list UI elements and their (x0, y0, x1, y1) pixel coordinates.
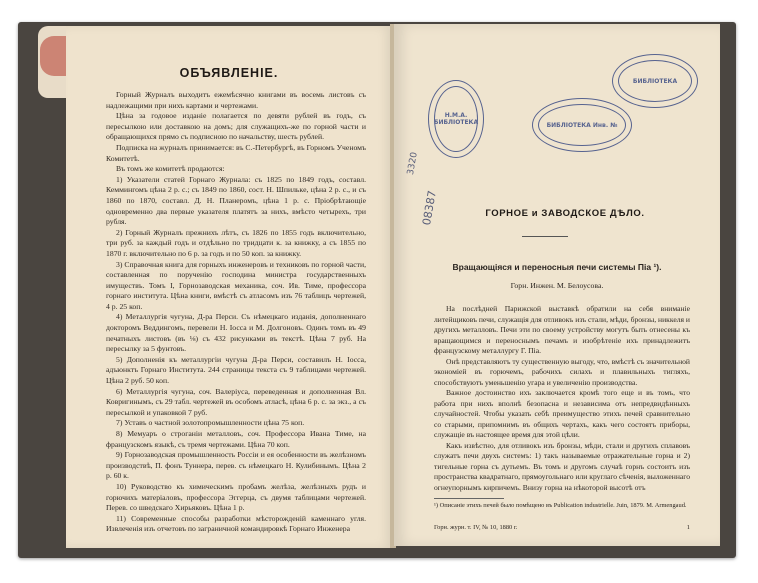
article-paragraph: Онѣ представляютъ ту существенную выгоду, что, вмѣстѣ съ значительной экономіей въ горючемъ, рабочихъ силахъ и плавильныхъ тигляхъ, способствуютъ уменьшенію угара и увеличенію производства. (434, 356, 690, 387)
announcement-body (106, 90, 366, 535)
list-item: 1) Указатели статей Горнаго Журнала: съ 1825 по 1849 годъ, составл. Кеммингомъ цѣна 2 р. с.; съ 1849 по 1860, сост. Н. Шпилькe, цѣна 2 р. с., и съ 1860 по 1870, составл. Д. Н. Планеромъ, цѣна 1 р. с. Пріобрѣтающіе одновременно два первые указателя платятъ за нихъ, вмѣсто четырехъ, три рубля. (106, 174, 366, 227)
section-title: ГОРНОЕ и ЗАВОДСКОЕ ДѢЛО. (485, 208, 645, 219)
intro-paragraph: Горный Журналъ выходитъ ежемѣсячно книгами въ восемь листовъ съ надлежащими при нихъ картами и чертежами. (106, 90, 366, 110)
list-item: 6) Металлургія чугуна, соч. Валеріуса, переведенная и дополненная Вл. Ковригинымъ, съ 29 табл. чертежей въ особомъ атласѣ, цѣна 6 р. с. за экз., а съ пересылкой и упаковкой 7 руб. (106, 386, 366, 417)
list-item: 7) Уставъ о частной золотопромышленности цѣна 75 коп. (116, 418, 305, 428)
list-item: 10) Руководство къ химическимъ пробамъ желѣза, желѣзныхъ рудъ и горючихъ матеріаловъ, профессора Эггерца, съ двумя таблицами чертежей. Перев. со шведскаго Хирьяковъ. Цѣна 1 р. (106, 481, 366, 513)
list-item: 8) Мемуаръ о строганіи металловъ, соч. Профессора Ивана Тиме, на французскомъ языкѣ, съ тремя чертежами. Цѣна 70 коп. (106, 429, 366, 449)
handwritten-number: 08387 (420, 189, 439, 227)
sale-heading: Въ томъ же комитетѣ продаются: (116, 164, 225, 174)
page-number: 1 (686, 524, 690, 531)
footnote-divider (434, 498, 504, 499)
article-title: Вращающіяся и переносныя печи системы Піа ¹). (452, 262, 662, 272)
article-paragraph: Какъ извѣстно, для отливокъ изъ бронзы, мѣди, стали и другихъ сплавовъ служатъ печи двухъ системъ: 1) такъ называемые отражательные горна и 2) тигельные горна съ дутьемъ. Въ томъ и другомъ случаѣ горнъ состоитъ изъ пространства квадратнаго, прямоугольнаго или круглаго сѣченія, выложеннаго огнеупорнымъ кирпичемъ. Внизу горна на нѣкоторой высотѣ отъ (434, 440, 690, 492)
library-oval-stamp-icon (612, 54, 698, 108)
stamp-text: БИБЛІОТЕКА (632, 77, 678, 85)
article-paragraph: Важное достоинство ихъ заключается кромѣ того еще и въ томъ, что работа при нихъ вполнѣ безопасна и независима отъ непредвидѣнныхъ случайностей. Чтобы указать себѣ преимущество этихъ печей сравнительно со старыми, припомнимъ въ общихъ чертахъ, какъ чего состоятъ приборы, служащіе въ настоящее время для этой цѣли. (434, 388, 690, 439)
list-item: 4) Металлургія чугуна, Д-ра Перси. Съ нѣмецкаго изданія, дополненнаго докторомъ Веддингомъ, перевели Н. Іосса и М. Долгоновъ. Одинъ томъ въ 49 печатныхъ листовъ (въ ⅛) съ 432 рисунками въ текстѣ. Цѣна 7 руб. На пересылку за 5 фунтовъ. (106, 312, 366, 354)
footnote: ¹) Описаніе этихъ печей было помѣщено въ Publication industrielle. Juin, 1879. M. Armengaud. (434, 502, 687, 509)
article-author: Горн. Инжен. М. Белоусова. (510, 281, 604, 290)
subscription-paragraph: Подписка на журналъ принимается: въ С.-Петербургѣ, въ Горномъ Ученомъ Комитетѣ. (106, 142, 366, 163)
article-body (434, 304, 690, 493)
left-page (66, 26, 392, 548)
article-paragraph: На послѣдней Парижской выставкѣ обратили на себя вниманіе литейщиковъ печи, служащія для отливокъ изъ стали, мѣди, бронзы, никкеля и другихъ металловъ. Печи эти по своему устройству могутъ быть отнесены къ вращающимся и переноснымъ печамъ и изобрѣтеніе ихъ принадлежитъ французскому металлургу Г. Піа. (434, 304, 690, 355)
page-footer (434, 524, 690, 531)
list-item: 9) Горнозаводская промышленность Россіи и ея особенности въ желѣзномъ производствѣ, П. фонъ Туннера, перев. съ нѣмецкаго Н. Кулибинымъ. Цѣна 2 р. 60 к. (106, 450, 366, 481)
price-paragraph: Цѣна за годовое изданіе полагается по девяти рублей въ годъ, съ пересылкою или доставкою на домъ; для служащихъ-же по горной части и обращающихся прямо съ подписною по начальству, шесть рублей. (106, 111, 366, 142)
list-item: 3) Справочная книга для горныхъ инженеровъ и техниковъ по горной части, составленная по порученію господина министра государственныхъ имуществъ. Томъ I, Горнозаводская механика, соч. Ив. Тиме, профессора горнаго института. Цѣна книги, вмѣстѣ съ атласомъ изъ 76 таблицъ чертежей, 4 р. 25 коп. (106, 259, 366, 311)
announcement-title: ОБЪЯВЛЕНІЕ. (179, 66, 279, 80)
stamp-text: БИБЛІОТЕКА Инв. № (546, 121, 618, 129)
list-item: 5) Дополненія къ металлургіи чугуна Д-ра Перси, составилъ Н. Іосса, адъюнктъ Горнаго Института. 244 страницы текста съ 9 таблицами чертежей. Цѣна 2 руб. 50 коп. (106, 354, 366, 386)
right-page (394, 24, 720, 546)
journal-reference: Горн. журн. т. IV, № 10, 1880 г. (434, 524, 518, 531)
library-stamp-icon (428, 80, 484, 158)
title-divider (522, 236, 568, 237)
stamp-text: Н.М.А. БИБЛІОТЕКА (433, 112, 479, 126)
red-bookmark (40, 36, 66, 76)
list-item: 2) Горный Журналъ прежнихъ лѣтъ, съ 1826 по 1855 годъ включительно, три руб. за каждый годъ и отдѣльно по тридцати к. за книжку, а съ 1855 по 1870 г. включительно по 6 р. за годъ и по 50 коп. за книжку. (106, 227, 366, 258)
inventory-stamp-icon (532, 98, 632, 152)
handwritten-shelf-code: 3320 (406, 151, 420, 176)
list-item: 11) Современные способы разработки мѣсторожденій каменнаго угля. Извлеченія изъ отчетовъ по заграничной командировкѣ Горнаго Инженера (106, 513, 366, 534)
